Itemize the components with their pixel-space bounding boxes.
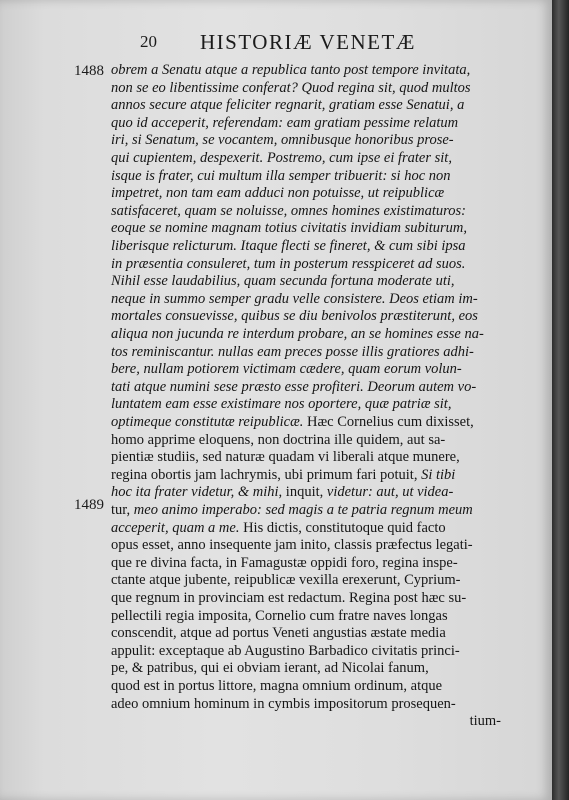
text-line bbox=[111, 555, 458, 572]
text-line-segment: liberisque relicturum. Itaque flecti se fineret, & cum sibi ipsa bbox=[111, 238, 466, 254]
text-line-segment: opus esset, anno insequente jam inito, classis præfectus legati- bbox=[111, 537, 473, 554]
text-line bbox=[111, 308, 478, 325]
text-line bbox=[111, 379, 476, 396]
text-line bbox=[111, 80, 471, 97]
text-line-segment: tium- bbox=[469, 713, 501, 730]
text-line bbox=[111, 643, 460, 660]
text-line-segment: hoc ita frater videtur, & mihi, bbox=[111, 484, 283, 501]
text-line-segment: Nihil esse laudabilius, quam secunda fortuna moderate uti, bbox=[111, 273, 455, 290]
text-line-segment: ctante atque jubente, reipublicæ vexilla erexerunt, Cyprium- bbox=[111, 572, 461, 589]
text-line-segment: obrem a Senatu atque a republica tanto post tempore invitata, bbox=[111, 62, 471, 78]
text-line bbox=[111, 502, 473, 519]
text-line-segment: non se eo libentissime conferat? Quod regina sit, quod multos bbox=[111, 79, 471, 96]
text-line bbox=[111, 572, 461, 589]
text-line bbox=[111, 396, 451, 413]
text-line-segment: pellectili regia imposita, Cornelio cum fratre naves longas bbox=[111, 607, 448, 624]
text-line-segment: luntatem eam esse existimare nos oportere, quæ patriæ sit, bbox=[111, 396, 452, 413]
text-line-segment: que re divina facta, in Famagustæ oppidi foro, regina inspe- bbox=[111, 554, 458, 571]
text-line-segment: videtur: aut, ut videa- bbox=[323, 484, 454, 501]
text-line-segment: annos secure atque feliciter regnarit, gratiam esse Senatui, a bbox=[111, 97, 465, 114]
text-line bbox=[111, 484, 453, 501]
text-line-segment: bere, nullam potiorem victimam cædere, quam eorum volun- bbox=[111, 361, 462, 378]
text-line bbox=[111, 625, 446, 642]
text-line-segment: regina obortis jam lachrymis, ubi primum fari potuit, bbox=[111, 466, 418, 483]
text-line bbox=[111, 361, 462, 378]
text-line bbox=[111, 696, 456, 713]
text-line-segment: in præsentia consuleret, tum in posterum resspiceret ad suos. bbox=[111, 255, 466, 272]
margin-year: 1488 bbox=[74, 63, 104, 79]
text-line-segment: pe, & patribus, qui ei obviam ierant, ad Nicolai fanum, bbox=[111, 660, 429, 677]
page-edge bbox=[552, 0, 569, 800]
page-title: HISTORIÆ VENETÆ bbox=[200, 30, 416, 54]
text-line bbox=[111, 660, 429, 677]
text-line bbox=[470, 713, 501, 730]
page-number: 20 bbox=[140, 32, 157, 51]
text-line bbox=[111, 449, 460, 466]
text-line bbox=[111, 168, 451, 185]
text-line-segment: acceperit, quam a me. bbox=[111, 519, 240, 536]
text-line bbox=[111, 150, 452, 167]
text-line bbox=[111, 326, 484, 343]
text-line bbox=[111, 520, 446, 537]
text-line-segment: que regnum in provinciam est redactum. Regina post hæc su- bbox=[111, 590, 467, 606]
text-line bbox=[111, 537, 473, 554]
text-line-segment: tati atque numini sese præsto esse profiteri. Deorum autem vo- bbox=[111, 378, 477, 395]
text-line-segment: adeo omnium hominum in cymbis impositorum prosequen- bbox=[111, 695, 456, 712]
text-line bbox=[111, 220, 467, 237]
text-line bbox=[111, 608, 448, 625]
text-line-segment: qui cupientem, despexerit. Postremo, cum ipse ei frater sit, bbox=[111, 150, 452, 166]
running-head bbox=[140, 30, 520, 54]
text-line-segment: tur, bbox=[111, 502, 131, 518]
text-line-segment: mortales consuevisse, quibus se diu benivolos præstiterunt, eos bbox=[111, 308, 478, 325]
text-line bbox=[111, 291, 478, 308]
text-line bbox=[111, 467, 455, 484]
text-line bbox=[111, 185, 444, 202]
text-line-segment: quod est in portus littore, magna omnium ordinum, atque bbox=[111, 678, 443, 694]
text-line bbox=[111, 115, 458, 132]
text-line bbox=[111, 203, 466, 220]
text-line-segment: tos reminiscantur. nullas eam preces posse illis gratiores adhi- bbox=[111, 343, 474, 360]
text-line bbox=[111, 344, 474, 361]
text-line bbox=[111, 432, 445, 449]
text-line-segment: Si tibi bbox=[417, 466, 456, 483]
text-line-segment: isque is frater, cui multum illa semper tribuerit: si hoc non bbox=[111, 167, 451, 184]
text-line bbox=[111, 256, 465, 273]
text-line-segment: neque in summo semper gradu velle consistere. Deos etiam im- bbox=[111, 290, 478, 307]
text-line bbox=[111, 414, 474, 431]
text-line-segment: eoque se nomine magnam totius civitatis invidiam subiturum, bbox=[111, 220, 468, 237]
text-line bbox=[111, 62, 470, 79]
text-line-segment: appulit: exceptaque ab Augustino Barbadico civitatis princi- bbox=[111, 642, 460, 659]
text-line bbox=[111, 238, 466, 255]
text-line-segment: Hæc Cornelius cum dixisset, bbox=[303, 414, 474, 430]
text-line bbox=[111, 97, 464, 114]
text-line bbox=[111, 590, 466, 607]
text-line-segment: His dictis, constitutoque quid facto bbox=[239, 519, 446, 536]
text-line-segment: satisfaceret, quam se noluisse, omnes homines existimaturos: bbox=[111, 202, 466, 219]
text-line-segment: quo id acceperit, referendam: eam gratiam pessime relatum bbox=[111, 114, 459, 131]
text-line-segment: conscendit, atque ad portus Veneti angustias æstate media bbox=[111, 625, 446, 642]
text-line-segment: inquit, bbox=[282, 484, 324, 501]
text-line-segment: impetret, non tam eam adduci non potuisse, ut reipublicæ bbox=[111, 185, 445, 202]
text-line-segment: meo animo imperabo: sed magis a te patria regnum meum bbox=[130, 502, 473, 518]
text-line-segment: homo apprime eloquens, non doctrina ille quidem, aut sa- bbox=[111, 431, 446, 448]
text-line-segment: iri, si Senatum, se vocantem, omnibusque honoribus prose- bbox=[111, 132, 454, 149]
margin-year: 1489 bbox=[74, 497, 104, 513]
text-line bbox=[111, 678, 442, 695]
text-line bbox=[111, 273, 455, 290]
text-line-segment: aliqua non jucunda re interdum probare, an se homines esse na- bbox=[111, 326, 484, 342]
text-line-segment: optimeque constitutæ reipublicæ. bbox=[111, 414, 304, 430]
text-line-segment: pientiæ studiis, sed naturæ quadam vi liberali atque munere, bbox=[111, 449, 460, 466]
text-line bbox=[111, 132, 454, 149]
